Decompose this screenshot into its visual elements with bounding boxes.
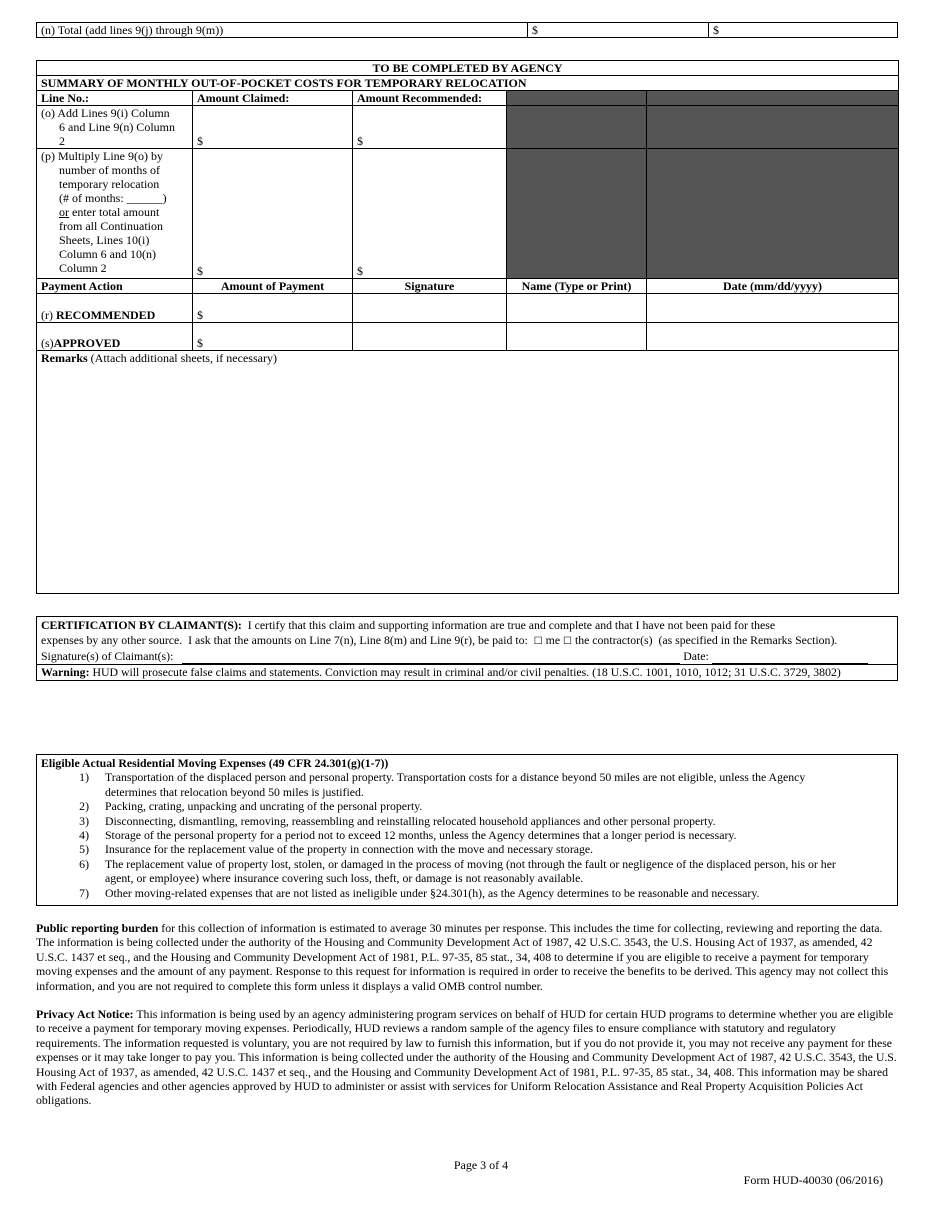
eligible-item-number: 7) bbox=[79, 885, 89, 900]
eligible-item-text: Other moving-related expenses that are not listed as ineligible under §24.301(h), as the Agency determines to be reasonable and necessary. bbox=[105, 885, 760, 900]
row-p-line: temporary relocation bbox=[59, 177, 160, 191]
date-label: Date: bbox=[683, 649, 709, 663]
recommended-text: RECOMMENDED bbox=[56, 308, 156, 322]
eligible-item-text: The replacement value of property lost, stolen, or damaged in the process of moving (not through the fault or negligence of the displaced person, his or her bbox=[105, 856, 836, 871]
approved-date-field[interactable] bbox=[647, 323, 899, 351]
row-p-line: Sheets, Lines 10(i) bbox=[59, 233, 150, 247]
total-row-col3-field[interactable]: $ bbox=[709, 23, 898, 38]
eligible-item bbox=[41, 770, 893, 784]
eligible-item-number: 4) bbox=[79, 828, 89, 843]
form-number: Form HUD-40030 (06/2016) bbox=[743, 1173, 883, 1187]
total-row-col2-field[interactable]: $ bbox=[528, 23, 709, 38]
page-number: Page 3 of 4 bbox=[453, 1158, 509, 1172]
eligible-item bbox=[41, 871, 893, 885]
eligible-item bbox=[41, 799, 893, 813]
warning-text: HUD will prosecute false claims and statements. Conviction may result in criminal and/or civil penalties. (18 U.S.C. 1001, 1010, 1012; 31 U.S.C. 3729, 3802) bbox=[89, 664, 841, 679]
eligible-item-number: 6) bbox=[79, 856, 89, 871]
row-p-line: (# of months: ______) bbox=[59, 191, 167, 205]
approved-signature-field[interactable] bbox=[353, 323, 507, 351]
approved-label bbox=[37, 323, 193, 351]
checkbox-me[interactable]: ☐ bbox=[533, 635, 543, 647]
cert-line3 bbox=[41, 649, 893, 664]
row-p-line: number of months of bbox=[59, 163, 160, 177]
eligible-item-text: Transportation of the displaced person and personal property. Transportation costs for a distance beyond 50 miles are not eligible, unless the Agency bbox=[105, 770, 806, 785]
option-contractor-label: the contractor(s) bbox=[574, 632, 653, 647]
eligible-item-number bbox=[41, 785, 105, 799]
header-date: Date (mm/dd/yyyy) bbox=[647, 279, 899, 294]
row-o-line: 2 bbox=[59, 134, 65, 148]
public-burden-text: for this collection of information is estimated to average 30 minutes per response. This includes the time for collecting, reviewing and reporting the data. The information is being collected under the authority of the Housing and Community Development Act of 1987, 42 U.S.C. 3543, the U.S. Housing Act of 1937, as amended, 42 U.S.C. 1437 et seq., and the Housing and Community Development Act of 1981, P.L. 97-35, 85 stat., 34, 408 to determine if you are eligible to receive a payment for temporary moving expenses and the amount of any payment. Response to this request for information is required in order to receive the benefits to be derived. This agency may not collect this information, and you are not required to complete this form unless it displays a valid OMB control number. bbox=[36, 921, 889, 993]
row-p-label bbox=[37, 149, 193, 279]
shaded-cell bbox=[507, 91, 647, 106]
date-field[interactable] bbox=[712, 663, 868, 664]
eligible-item-number: 5) bbox=[79, 842, 89, 857]
eligible-item bbox=[41, 857, 893, 871]
signature-label: Signature(s) of Claimant(s): bbox=[41, 649, 174, 663]
shaded-cell bbox=[507, 106, 647, 149]
row-p-line: (p) Multiply Line 9(o) by bbox=[41, 149, 163, 163]
eligible-item-text: Storage of the personal property for a period not to exceed 12 months, unless the Agency determines that a longer period is necessary. bbox=[105, 828, 737, 843]
eligible-box bbox=[36, 754, 898, 906]
certification-box bbox=[36, 616, 898, 681]
header-amount-of-payment: Amount of Payment bbox=[193, 279, 353, 294]
approved-name-field[interactable] bbox=[507, 323, 647, 351]
eligible-item-number: 3) bbox=[79, 813, 89, 828]
warning-line bbox=[37, 664, 897, 680]
row-p-claimed-field[interactable]: $ bbox=[193, 149, 353, 279]
recommended-name-field[interactable] bbox=[507, 294, 647, 323]
header-payment-action: Payment Action bbox=[37, 279, 193, 294]
public-burden-paragraph bbox=[36, 921, 898, 993]
remarks-note: (Attach additional sheets, if necessary) bbox=[87, 351, 277, 365]
eligible-list bbox=[41, 770, 893, 900]
eligible-item bbox=[41, 842, 893, 856]
cert-text2a: expenses by any other source. I ask that the amounts on Line 7(n), Line 8(m) and Line 9(r), be paid to: bbox=[41, 632, 534, 647]
header-name: Name (Type or Print) bbox=[507, 279, 647, 294]
signature-field[interactable] bbox=[182, 663, 680, 664]
header-line-no: Line No.: bbox=[37, 91, 193, 106]
privacy-label: Privacy Act Notice: bbox=[36, 1007, 134, 1021]
row-p-line: or enter total amount bbox=[59, 205, 160, 219]
cert-line1 bbox=[41, 618, 893, 633]
row-o-label bbox=[37, 106, 193, 149]
total-row-label: (n) Total (add lines 9(j) through 9(m)) bbox=[37, 23, 528, 38]
row-o-line: (o) Add Lines 9(i) Column bbox=[41, 106, 170, 120]
header-signature: Signature bbox=[353, 279, 507, 294]
checkbox-contractor[interactable]: ☐ bbox=[563, 635, 572, 647]
total-row-table bbox=[36, 22, 898, 38]
eligible-item bbox=[41, 886, 893, 900]
shaded-cell bbox=[647, 91, 899, 106]
row-p-line: from all Continuation bbox=[59, 219, 163, 233]
eligible-item-text: Insurance for the replacement value of the property in connection with the move and necessary storage. bbox=[105, 842, 594, 857]
row-o-recommended-field[interactable]: $ bbox=[353, 106, 507, 149]
eligible-item-text: Packing, crating, unpacking and uncrating of the personal property. bbox=[105, 799, 423, 814]
recommended-signature-field[interactable] bbox=[353, 294, 507, 323]
row-o-claimed-field[interactable]: $ bbox=[193, 106, 353, 149]
eligible-item-text: determines that relocation beyond 50 miles is justified. bbox=[105, 784, 364, 799]
privacy-paragraph bbox=[36, 1007, 898, 1108]
recommended-amount-field[interactable]: $ bbox=[193, 294, 353, 323]
agency-table bbox=[36, 60, 899, 594]
row-p-line: Column 6 and 10(n) bbox=[59, 247, 156, 261]
approved-prefix: (s) bbox=[41, 336, 54, 350]
public-burden-label: Public reporting burden bbox=[36, 921, 159, 935]
eligible-title: Eligible Actual Residential Moving Expenses (49 CFR 24.301(g)(1-7)) bbox=[41, 756, 389, 770]
remarks-field[interactable] bbox=[37, 351, 899, 594]
option-me-label: me bbox=[545, 632, 561, 647]
recommended-prefix: (r) bbox=[41, 308, 56, 322]
eligible-item-text: agent, or employee) where insurance covering such loss, theft, or damage is not reasonably available. bbox=[105, 871, 584, 886]
eligible-item bbox=[41, 785, 893, 799]
privacy-text: This information is being used by an agency administering program services on behalf of HUD for certain HUD programs to determine whether you are eligible to receive a payment for temporary moving expenses. Periodically, HUD reviews a random sample of the agency files to ensure compliance with statutory and regulatory requirements. The information requested is voluntary, you are not required by law to furnish this information, but if you do not provide it, you may not receive any payment for these expenses or it may take longer to pay you. This information is being collected under the authority of the Housing and Community Development Act of 1987, 42 U.S.C. 3543, the U.S. Housing Act of 1937, as amended, 42 U.S.C. 1437 et seq., and the Housing and Community Development Act of 1981, P.L. 97-35, 85 stat., 34, 408. This information may be shared with Federal agencies and other agencies approved by HUD to administer or assist with services for Uniform Relocation Assistance and Real Property Acquisition Policies Act obligations. bbox=[36, 1007, 897, 1108]
warning-label: Warning: bbox=[41, 664, 90, 679]
row-o-line: 6 and Line 9(n) Column bbox=[59, 120, 175, 134]
eligible-item-number: 1) bbox=[79, 770, 89, 785]
eligible-item-text: Disconnecting, dismantling, removing, reassembling and reinstalling relocated household appliances and other personal property. bbox=[105, 813, 716, 828]
eligible-item-number bbox=[41, 871, 105, 885]
header-amount-recommended: Amount Recommended: bbox=[353, 91, 507, 106]
cert-title: CERTIFICATION BY CLAIMANT(S): bbox=[41, 618, 242, 632]
eligible-item bbox=[41, 814, 893, 828]
header-amount-claimed: Amount Claimed: bbox=[193, 91, 353, 106]
eligible-item bbox=[41, 828, 893, 842]
cert-line2 bbox=[41, 633, 893, 650]
shaded-cell bbox=[647, 106, 899, 149]
shaded-cell bbox=[647, 149, 899, 279]
cert-text1: I certify that this claim and supporting information are true and complete and that I have not been paid for these bbox=[241, 618, 776, 632]
remarks-label: Remarks bbox=[41, 351, 88, 365]
shaded-cell bbox=[507, 149, 647, 279]
agency-heading: TO BE COMPLETED BY AGENCY bbox=[37, 61, 899, 76]
cert-text2b: (as specified in the Remarks Section). bbox=[652, 632, 838, 647]
row-p-line: Column 2 bbox=[59, 261, 107, 275]
eligible-item-number: 2) bbox=[79, 799, 89, 814]
recommended-label bbox=[37, 294, 193, 323]
summary-title: SUMMARY OF MONTHLY OUT-OF-POCKET COSTS FOR TEMPORARY RELOCATION bbox=[37, 76, 899, 91]
approved-text: APPROVED bbox=[53, 336, 121, 350]
row-p-recommended-field[interactable]: $ bbox=[353, 149, 507, 279]
recommended-date-field[interactable] bbox=[647, 294, 899, 323]
approved-amount-field[interactable]: $ bbox=[193, 323, 353, 351]
